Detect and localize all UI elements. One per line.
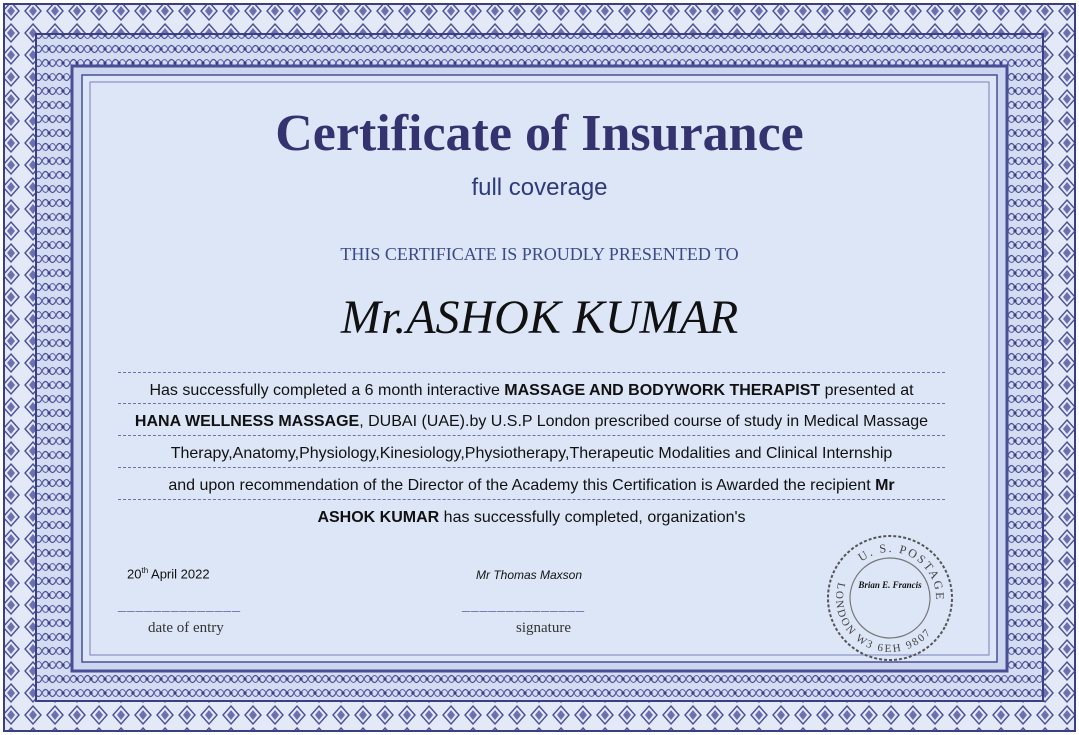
recipient-name: Mr.ASHOK KUMAR — [340, 291, 739, 344]
postage-stamp — [820, 528, 960, 668]
stamp-bottom-text: LONDON W3 6EH 9807 — [832, 581, 935, 656]
body-line-1 — [118, 372, 945, 404]
body-text: Therapy,Anatomy,Physiology,Kinesiology,Physiotherapy,Therapeutic Modalities and Clinical Internship — [170, 445, 893, 462]
body-line-4 — [118, 468, 945, 500]
svg-text:LONDON W3 6EH 9807 — [820, 579, 936, 668]
date-value: 20th April 2022 — [127, 566, 210, 582]
certificate-title: Certificate of Insurance — [275, 105, 804, 162]
date-label: date of entry — [148, 620, 224, 636]
stamp-top-text: U. S. POSTAGE — [855, 540, 948, 602]
organization-name: HANA WELLNESS MASSAGE — [134, 413, 360, 430]
signature-name: Mr Thomas Maxson — [476, 568, 583, 582]
body-line-3 — [118, 436, 945, 468]
body-text: presented at — [820, 382, 914, 399]
body-line-2 — [118, 404, 945, 436]
certificate-body — [118, 372, 945, 531]
body-text: Has successfully completed a 6 month interactive — [149, 382, 505, 399]
date-line: ______________ — [118, 596, 242, 612]
body-text: , DUBAI (UAE).by U.S.P London prescribed course of study in Medical Massage — [359, 413, 929, 430]
recipient-name-body: ASHOK KUMAR — [317, 509, 440, 526]
presented-to-heading: THIS CERTIFICATE IS PROUDLY PRESENTED TO — [340, 244, 739, 264]
course-name: MASSAGE AND BODYWORK THERAPIST — [504, 382, 821, 399]
certificate-subtitle: full coverage — [471, 174, 608, 201]
body-text: and upon recommendation of the Director of the Academy this Certification is Awarded the recipient — [168, 477, 876, 494]
body-line-5 — [118, 500, 945, 531]
signature-line: ______________ — [462, 596, 586, 612]
stamp-signature: Brian E. Francis — [858, 580, 922, 590]
body-text: has successfully completed, organization's — [439, 509, 746, 526]
recipient-title: Mr — [875, 477, 895, 494]
signature-label: signature — [516, 620, 571, 636]
